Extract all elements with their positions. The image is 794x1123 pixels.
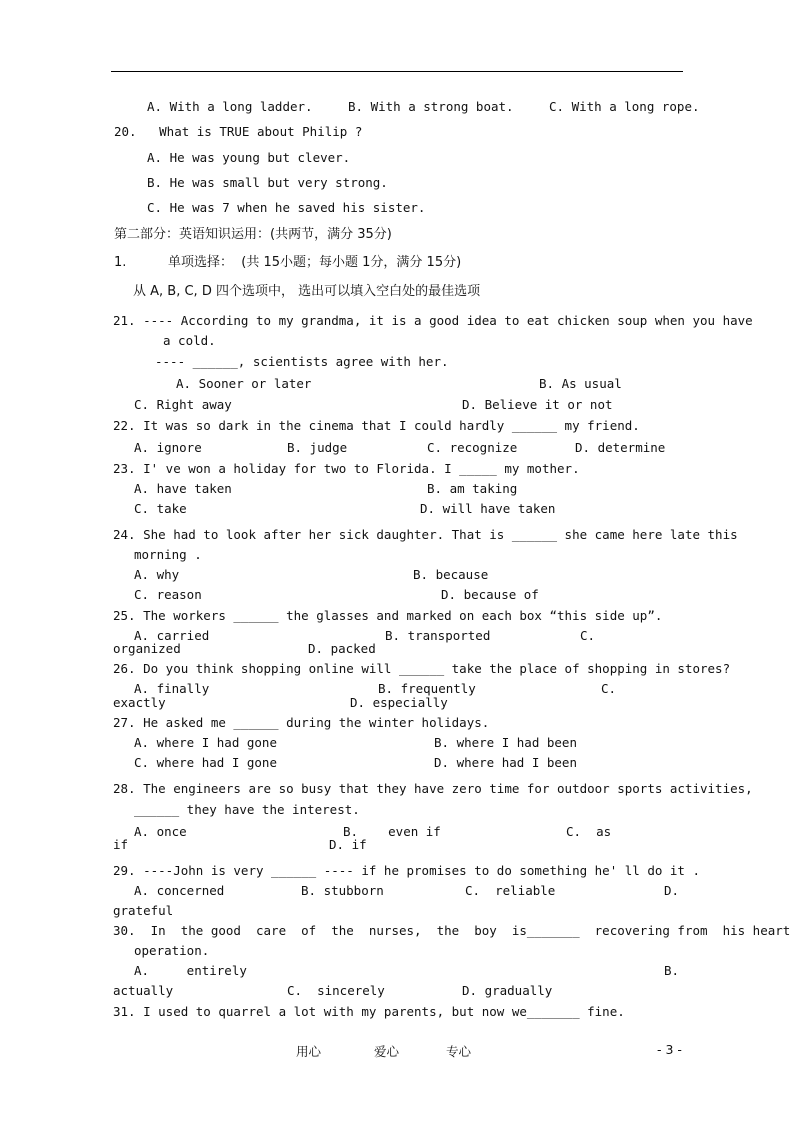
q23-option-a: A. have taken: [134, 481, 232, 496]
q27-option-b: B. where I had been: [434, 735, 577, 750]
q25-option-d: D. packed: [308, 641, 376, 656]
q24-option-c: C. reason: [134, 587, 202, 602]
q26-option-c: C.: [601, 681, 617, 696]
q24-stem-line2: morning .: [134, 547, 202, 562]
part2-title: 第二部分：英语知识运用：(共两节，满分 35分): [114, 227, 392, 242]
footer-word-3: 专心: [446, 1044, 472, 1059]
q21-option-b: B. As usual: [539, 376, 622, 391]
q23-stem: 23. I' ve won a holiday for two to Florida. I _____ my mother.: [113, 461, 580, 476]
q28-option-c-text: if: [113, 837, 129, 852]
q21-stem-line2: a cold.: [163, 333, 216, 348]
q22-option-c: C. recognize: [427, 440, 518, 455]
q24-option-a: A. why: [134, 567, 180, 582]
q25-stem: 25. The workers ______ the glasses and marked on each box “this side up”.: [113, 608, 663, 623]
section-title: 单项选择： (共 15小题；每小题 1分，满分 15分): [168, 255, 462, 270]
q23-option-c: C. take: [134, 501, 187, 516]
q20-option-c: C. He was 7 when he saved his sister.: [147, 200, 426, 215]
q28-stem-line1: 28. The engineers are so busy that they have zero time for outdoor sports activities,: [113, 781, 753, 796]
q20-option-a: A. He was young but clever.: [147, 150, 351, 165]
header-rule: [111, 71, 683, 72]
q22-option-b: B. judge: [287, 440, 348, 455]
q28-stem-line2: ______ they have the interest.: [134, 802, 360, 817]
q29-stem: 29. ----John is very ______ ---- if he promises to do something he' ll do it .: [113, 863, 700, 878]
section-number: 1.: [114, 255, 127, 270]
q23-option-b: B. am taking: [427, 481, 518, 496]
q29-option-b: B. stubborn: [301, 883, 384, 898]
q26-stem: 26. Do you think shopping online will ______ take the place of shopping in stores?: [113, 661, 731, 676]
footer-word-2: 爱心: [374, 1044, 400, 1059]
q25-option-a: A. carried: [134, 628, 210, 643]
q26-option-c-text: exactly: [113, 695, 166, 710]
q28-option-a: A. once: [134, 824, 187, 839]
q30-stem-line2: operation.: [134, 943, 210, 958]
q30-option-b: B.: [664, 963, 680, 978]
q21-stem-line3: ---- ______, scientists agree with her.: [155, 354, 449, 369]
q24-stem-line1: 24. She had to look after her sick daughter. That is ______ she came here late this: [113, 527, 738, 542]
q29-option-d-text: grateful: [113, 903, 174, 918]
q19-option-a: A. With a long ladder.: [147, 99, 313, 114]
q26-option-d: D. especially: [350, 695, 448, 710]
q22-stem: 22. It was so dark in the cinema that I could hardly ______ my friend.: [113, 418, 640, 433]
q27-stem: 27. He asked me ______ during the winter holidays.: [113, 715, 490, 730]
q28-option-d: D. if: [329, 837, 367, 852]
q27-option-a: A. where I had gone: [134, 735, 277, 750]
q30-stem-line1: 30. In the good care of the nurses, the boy is_______ recovering from his heart: [113, 923, 791, 938]
q26-option-b: B. frequently: [378, 681, 476, 696]
q25-option-b: B. transported: [385, 628, 491, 643]
q19-option-c: C. With a long rope.: [549, 99, 700, 114]
q24-option-b: B. because: [413, 567, 489, 582]
q30-option-a: A. entirely: [134, 963, 247, 978]
q30-option-b-text: actually: [113, 983, 174, 998]
q22-option-d: D. determine: [575, 440, 666, 455]
q20-stem: 20. What is TRUE about Philip ?: [114, 124, 363, 139]
section-instruction: 从 A, B, C, D 四个选项中， 选出可以填入空白处的最佳选项: [133, 284, 481, 299]
q25-option-c: C.: [580, 628, 596, 643]
q28-option-b: B. even if: [343, 824, 441, 839]
q21-option-a: A. Sooner or later: [176, 376, 312, 391]
q28-option-c: C. as: [566, 824, 612, 839]
q23-option-d: D. will have taken: [420, 501, 556, 516]
q27-option-d: D. where had I been: [434, 755, 577, 770]
q26-option-a: A. finally: [134, 681, 210, 696]
q25-option-c-text: organized: [113, 641, 181, 656]
q22-option-a: A. ignore: [134, 440, 202, 455]
q30-option-c: C. sincerely: [287, 983, 385, 998]
q29-option-a: A. concerned: [134, 883, 225, 898]
q24-option-d: D. because of: [441, 587, 539, 602]
q30-option-d: D. gradually: [462, 983, 553, 998]
q29-option-d: D.: [664, 883, 680, 898]
q21-option-c: C. Right away: [134, 397, 232, 412]
q19-option-b: B. With a strong boat.: [348, 99, 514, 114]
q21-option-d: D. Believe it or not: [462, 397, 613, 412]
q29-option-c: C. reliable: [465, 883, 556, 898]
footer-word-1: 用心: [296, 1044, 322, 1059]
page-number: - 3 -: [657, 1042, 682, 1057]
q20-option-b: B. He was small but very strong.: [147, 175, 388, 190]
q27-option-c: C. where had I gone: [134, 755, 277, 770]
q21-stem-line1: 21. ---- According to my grandma, it is a good idea to eat chicken soup when you have: [113, 313, 753, 328]
q31-stem: 31. I used to quarrel a lot with my parents, but now we_______ fine.: [113, 1004, 625, 1019]
